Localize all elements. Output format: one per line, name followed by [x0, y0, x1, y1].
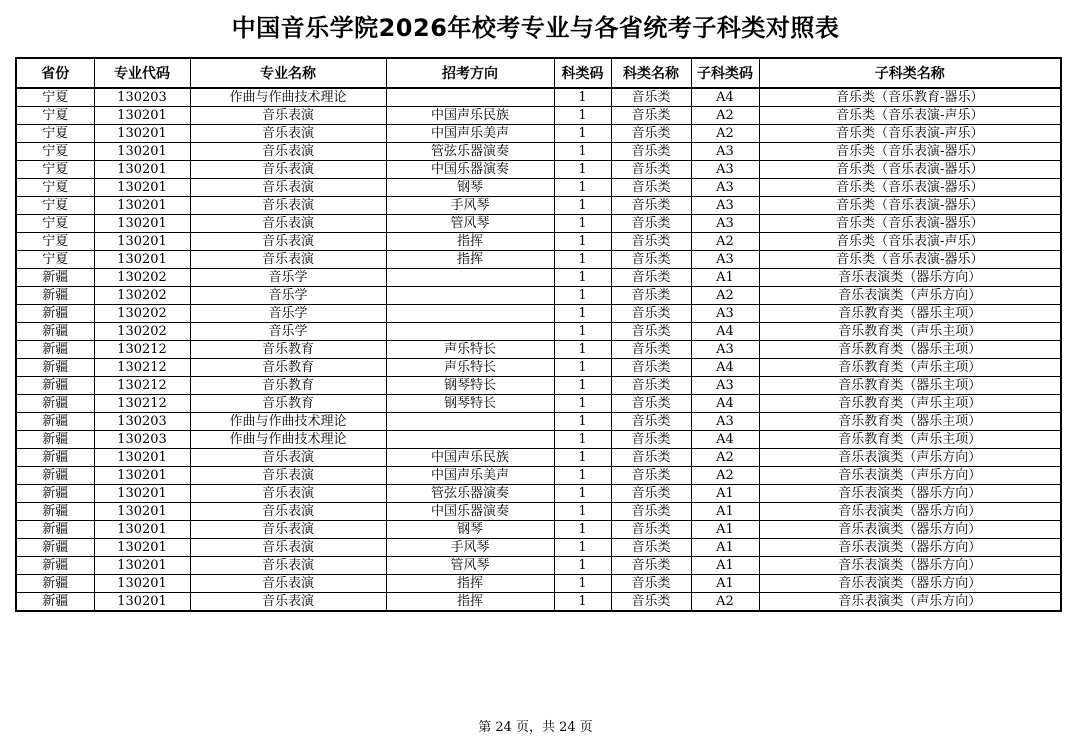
major-code-cell: 130201: [94, 521, 190, 539]
major-name-cell: 音乐表演: [190, 485, 386, 503]
table-row: [16, 179, 1061, 197]
category-name-cell: 音乐类: [611, 467, 691, 485]
category-name-cell: 音乐类: [611, 215, 691, 233]
subcategory-name-cell: 音乐类（音乐表演-声乐）: [759, 125, 1061, 143]
subcategory-code-cell: A3: [691, 413, 759, 431]
subcategory-name-cell: 音乐教育类（声乐主项）: [759, 395, 1061, 413]
category-code-cell: 1: [554, 449, 611, 467]
major-code-cell: 130201: [94, 251, 190, 269]
major-code-cell: 130201: [94, 467, 190, 485]
major-code-cell: 130203: [94, 88, 190, 107]
table-row: [16, 107, 1061, 125]
subcategory-code-cell: A1: [691, 521, 759, 539]
table-row: [16, 287, 1061, 305]
subcategory-name-cell: 音乐表演类（声乐方向）: [759, 593, 1061, 612]
subcategory-code-cell: A1: [691, 269, 759, 287]
major-name-cell: 音乐表演: [190, 215, 386, 233]
category-code-cell: 1: [554, 215, 611, 233]
table-row: [16, 539, 1061, 557]
category-name-cell: 音乐类: [611, 449, 691, 467]
subcategory-code-cell: A4: [691, 395, 759, 413]
subcategory-name-cell: 音乐表演类（器乐方向）: [759, 575, 1061, 593]
major-name-cell: 作曲与作曲技术理论: [190, 413, 386, 431]
category-code-cell: 1: [554, 269, 611, 287]
major-name-cell: 音乐表演: [190, 197, 386, 215]
direction-cell: 钢琴特长: [386, 377, 554, 395]
category-code-cell: 1: [554, 305, 611, 323]
major-name-cell: 音乐学: [190, 323, 386, 341]
major-code-cell: 130202: [94, 269, 190, 287]
province-cell: 新疆: [16, 467, 94, 485]
subcategory-name-cell: 音乐类（音乐表演-器乐）: [759, 197, 1061, 215]
subcategory-name-cell: 音乐教育类（声乐主项）: [759, 431, 1061, 449]
subcategory-code-cell: A3: [691, 179, 759, 197]
major-name-cell: 音乐教育: [190, 359, 386, 377]
province-cell: 宁夏: [16, 179, 94, 197]
subcategory-name-cell: 音乐类（音乐表演-器乐）: [759, 161, 1061, 179]
major-name-cell: 音乐教育: [190, 395, 386, 413]
category-code-cell: 1: [554, 125, 611, 143]
subcategory-name-cell: 音乐表演类（器乐方向）: [759, 539, 1061, 557]
direction-cell: [386, 323, 554, 341]
category-code-cell: 1: [554, 521, 611, 539]
category-code-cell: 1: [554, 413, 611, 431]
column-header-subcategory-name: 子科类名称: [759, 58, 1061, 88]
table-row: [16, 323, 1061, 341]
subcategory-code-cell: A3: [691, 143, 759, 161]
subcategory-name-cell: 音乐教育类（器乐主项）: [759, 413, 1061, 431]
table-row: [16, 251, 1061, 269]
subcategory-name-cell: 音乐表演类（器乐方向）: [759, 557, 1061, 575]
column-header-category-code: 科类码: [554, 58, 611, 88]
subcategory-code-cell: A2: [691, 467, 759, 485]
province-cell: 新疆: [16, 485, 94, 503]
table-header-row: [16, 58, 1061, 88]
table-body: [16, 88, 1061, 611]
subcategory-name-cell: 音乐表演类（器乐方向）: [759, 485, 1061, 503]
category-name-cell: 音乐类: [611, 539, 691, 557]
direction-cell: 中国声乐美声: [386, 125, 554, 143]
category-code-cell: 1: [554, 143, 611, 161]
major-name-cell: 音乐表演: [190, 503, 386, 521]
subcategory-code-cell: A2: [691, 233, 759, 251]
province-cell: 宁夏: [16, 107, 94, 125]
page-number: 第 24 页，共 24 页: [478, 720, 593, 735]
category-code-cell: 1: [554, 503, 611, 521]
column-header-major-name: 专业名称: [190, 58, 386, 88]
major-name-cell: 音乐表演: [190, 251, 386, 269]
subcategory-code-cell: A1: [691, 575, 759, 593]
province-cell: 新疆: [16, 449, 94, 467]
direction-cell: 中国乐器演奏: [386, 161, 554, 179]
major-name-cell: 音乐表演: [190, 179, 386, 197]
direction-cell: 管弦乐器演奏: [386, 143, 554, 161]
subcategory-code-cell: A1: [691, 485, 759, 503]
direction-cell: [386, 431, 554, 449]
direction-cell: [386, 413, 554, 431]
province-cell: 新疆: [16, 503, 94, 521]
major-name-cell: 音乐表演: [190, 575, 386, 593]
category-code-cell: 1: [554, 161, 611, 179]
category-code-cell: 1: [554, 287, 611, 305]
major-code-cell: 130212: [94, 341, 190, 359]
major-code-cell: 130202: [94, 287, 190, 305]
major-code-cell: 130201: [94, 179, 190, 197]
major-name-cell: 音乐表演: [190, 107, 386, 125]
category-name-cell: 音乐类: [611, 88, 691, 107]
direction-cell: 声乐特长: [386, 341, 554, 359]
table-row: [16, 341, 1061, 359]
direction-cell: 指挥: [386, 251, 554, 269]
major-name-cell: 作曲与作曲技术理论: [190, 431, 386, 449]
direction-cell: 中国声乐民族: [386, 449, 554, 467]
table-row: [16, 215, 1061, 233]
category-name-cell: 音乐类: [611, 557, 691, 575]
major-code-cell: 130201: [94, 161, 190, 179]
direction-cell: 指挥: [386, 593, 554, 612]
subcategory-name-cell: 音乐类（音乐表演-声乐）: [759, 107, 1061, 125]
direction-cell: 钢琴: [386, 521, 554, 539]
major-code-cell: 130203: [94, 431, 190, 449]
category-code-cell: 1: [554, 179, 611, 197]
category-name-cell: 音乐类: [611, 503, 691, 521]
subcategory-name-cell: 音乐教育类（声乐主项）: [759, 323, 1061, 341]
major-code-cell: 130202: [94, 323, 190, 341]
category-name-cell: 音乐类: [611, 305, 691, 323]
subcategory-name-cell: 音乐类（音乐表演-器乐）: [759, 179, 1061, 197]
category-name-cell: 音乐类: [611, 413, 691, 431]
major-code-cell: 130201: [94, 233, 190, 251]
category-name-cell: 音乐类: [611, 521, 691, 539]
province-cell: 新疆: [16, 377, 94, 395]
subcategory-code-cell: A3: [691, 161, 759, 179]
category-code-cell: 1: [554, 377, 611, 395]
column-header-major-code: 专业代码: [94, 58, 190, 88]
major-code-cell: 130203: [94, 413, 190, 431]
major-code-cell: 130201: [94, 539, 190, 557]
province-cell: 新疆: [16, 395, 94, 413]
table-row: [16, 485, 1061, 503]
comparison-table: [15, 57, 1062, 612]
subcategory-code-cell: A3: [691, 197, 759, 215]
subcategory-code-cell: A3: [691, 341, 759, 359]
direction-cell: 中国声乐民族: [386, 107, 554, 125]
category-code-cell: 1: [554, 431, 611, 449]
column-header-province: 省份: [16, 58, 94, 88]
category-code-cell: 1: [554, 539, 611, 557]
major-code-cell: 130201: [94, 449, 190, 467]
direction-cell: [386, 269, 554, 287]
category-name-cell: 音乐类: [611, 575, 691, 593]
major-code-cell: 130201: [94, 197, 190, 215]
category-code-cell: 1: [554, 107, 611, 125]
province-cell: 新疆: [16, 341, 94, 359]
category-code-cell: 1: [554, 88, 611, 107]
category-name-cell: 音乐类: [611, 251, 691, 269]
subcategory-code-cell: A3: [691, 377, 759, 395]
major-name-cell: 音乐教育: [190, 341, 386, 359]
direction-cell: [386, 305, 554, 323]
major-code-cell: 130201: [94, 593, 190, 612]
province-cell: 新疆: [16, 557, 94, 575]
subcategory-name-cell: 音乐表演类（器乐方向）: [759, 521, 1061, 539]
major-name-cell: 音乐表演: [190, 521, 386, 539]
direction-cell: 中国声乐美声: [386, 467, 554, 485]
province-cell: 新疆: [16, 413, 94, 431]
subcategory-code-cell: A2: [691, 449, 759, 467]
major-code-cell: 130202: [94, 305, 190, 323]
province-cell: 宁夏: [16, 215, 94, 233]
subcategory-name-cell: 音乐教育类（器乐主项）: [759, 305, 1061, 323]
major-code-cell: 130201: [94, 107, 190, 125]
direction-cell: 钢琴特长: [386, 395, 554, 413]
direction-cell: 管风琴: [386, 215, 554, 233]
direction-cell: 钢琴: [386, 179, 554, 197]
province-cell: 新疆: [16, 575, 94, 593]
category-code-cell: 1: [554, 395, 611, 413]
major-name-cell: 音乐表演: [190, 233, 386, 251]
table-row: [16, 467, 1061, 485]
category-code-cell: 1: [554, 341, 611, 359]
major-name-cell: 音乐教育: [190, 377, 386, 395]
province-cell: 新疆: [16, 593, 94, 612]
table-row: [16, 449, 1061, 467]
subcategory-code-cell: A2: [691, 125, 759, 143]
subcategory-code-cell: A1: [691, 503, 759, 521]
subcategory-name-cell: 音乐表演类（声乐方向）: [759, 287, 1061, 305]
category-code-cell: 1: [554, 485, 611, 503]
page-title: 中国音乐学院2026年校考专业与各省统考子科类对照表: [231, 14, 840, 42]
table-row: [16, 305, 1061, 323]
subcategory-code-cell: A1: [691, 557, 759, 575]
direction-cell: 手风琴: [386, 539, 554, 557]
category-name-cell: 音乐类: [611, 593, 691, 612]
subcategory-code-cell: A4: [691, 323, 759, 341]
category-code-cell: 1: [554, 593, 611, 612]
major-name-cell: 音乐表演: [190, 125, 386, 143]
subcategory-code-cell: A4: [691, 88, 759, 107]
category-name-cell: 音乐类: [611, 395, 691, 413]
subcategory-code-cell: A3: [691, 305, 759, 323]
province-cell: 宁夏: [16, 143, 94, 161]
major-code-cell: 130201: [94, 215, 190, 233]
subcategory-name-cell: 音乐表演类（器乐方向）: [759, 269, 1061, 287]
direction-cell: [386, 287, 554, 305]
province-cell: 新疆: [16, 521, 94, 539]
subcategory-name-cell: 音乐教育类（声乐主项）: [759, 359, 1061, 377]
province-cell: 新疆: [16, 359, 94, 377]
direction-cell: 指挥: [386, 233, 554, 251]
table-row: [16, 503, 1061, 521]
subcategory-name-cell: 音乐类（音乐教育-器乐）: [759, 88, 1061, 107]
province-cell: 宁夏: [16, 161, 94, 179]
table-row: [16, 125, 1061, 143]
category-name-cell: 音乐类: [611, 287, 691, 305]
major-code-cell: 130212: [94, 395, 190, 413]
category-name-cell: 音乐类: [611, 377, 691, 395]
major-name-cell: 作曲与作曲技术理论: [190, 88, 386, 107]
subcategory-name-cell: 音乐表演类（声乐方向）: [759, 467, 1061, 485]
subcategory-name-cell: 音乐类（音乐表演-器乐）: [759, 251, 1061, 269]
subcategory-code-cell: A3: [691, 251, 759, 269]
subcategory-name-cell: 音乐教育类（器乐主项）: [759, 341, 1061, 359]
major-name-cell: 音乐学: [190, 305, 386, 323]
category-code-cell: 1: [554, 233, 611, 251]
category-name-cell: 音乐类: [611, 323, 691, 341]
table-row: [16, 269, 1061, 287]
subcategory-name-cell: 音乐类（音乐表演-器乐）: [759, 215, 1061, 233]
category-code-cell: 1: [554, 575, 611, 593]
subcategory-name-cell: 音乐表演类（器乐方向）: [759, 503, 1061, 521]
direction-cell: 指挥: [386, 575, 554, 593]
category-name-cell: 音乐类: [611, 233, 691, 251]
major-name-cell: 音乐表演: [190, 557, 386, 575]
subcategory-code-cell: A4: [691, 431, 759, 449]
subcategory-name-cell: 音乐类（音乐表演-声乐）: [759, 233, 1061, 251]
subcategory-name-cell: 音乐表演类（声乐方向）: [759, 449, 1061, 467]
category-code-cell: 1: [554, 467, 611, 485]
direction-cell: [386, 88, 554, 107]
category-name-cell: 音乐类: [611, 197, 691, 215]
subcategory-code-cell: A3: [691, 215, 759, 233]
table-row: [16, 575, 1061, 593]
direction-cell: 管风琴: [386, 557, 554, 575]
province-cell: 新疆: [16, 305, 94, 323]
subcategory-code-cell: A2: [691, 593, 759, 612]
major-code-cell: 130201: [94, 125, 190, 143]
table-row: [16, 88, 1061, 107]
major-name-cell: 音乐表演: [190, 143, 386, 161]
table-row: [16, 593, 1061, 612]
category-code-cell: 1: [554, 197, 611, 215]
category-name-cell: 音乐类: [611, 341, 691, 359]
category-name-cell: 音乐类: [611, 269, 691, 287]
table-row: [16, 413, 1061, 431]
category-name-cell: 音乐类: [611, 485, 691, 503]
table-row: [16, 431, 1061, 449]
direction-cell: 声乐特长: [386, 359, 554, 377]
major-code-cell: 130201: [94, 485, 190, 503]
province-cell: 宁夏: [16, 251, 94, 269]
category-name-cell: 音乐类: [611, 179, 691, 197]
province-cell: 宁夏: [16, 88, 94, 107]
table-row: [16, 233, 1061, 251]
subcategory-name-cell: 音乐教育类（器乐主项）: [759, 377, 1061, 395]
subcategory-name-cell: 音乐类（音乐表演-器乐）: [759, 143, 1061, 161]
category-name-cell: 音乐类: [611, 125, 691, 143]
major-name-cell: 音乐表演: [190, 539, 386, 557]
province-cell: 新疆: [16, 431, 94, 449]
subcategory-code-cell: A2: [691, 107, 759, 125]
major-name-cell: 音乐表演: [190, 449, 386, 467]
major-name-cell: 音乐表演: [190, 467, 386, 485]
category-code-cell: 1: [554, 251, 611, 269]
province-cell: 宁夏: [16, 233, 94, 251]
table-row: [16, 557, 1061, 575]
major-code-cell: 130201: [94, 557, 190, 575]
major-name-cell: 音乐表演: [190, 593, 386, 612]
province-cell: 新疆: [16, 539, 94, 557]
major-code-cell: 130212: [94, 359, 190, 377]
direction-cell: 管弦乐器演奏: [386, 485, 554, 503]
category-name-cell: 音乐类: [611, 143, 691, 161]
category-code-cell: 1: [554, 557, 611, 575]
column-header-subcategory-code: 子科类码: [691, 58, 759, 88]
major-code-cell: 130212: [94, 377, 190, 395]
table-row: [16, 377, 1061, 395]
province-cell: 宁夏: [16, 125, 94, 143]
subcategory-code-cell: A2: [691, 287, 759, 305]
category-code-cell: 1: [554, 323, 611, 341]
major-code-cell: 130201: [94, 503, 190, 521]
column-header-direction: 招考方向: [386, 58, 554, 88]
category-name-cell: 音乐类: [611, 359, 691, 377]
table-row: [16, 359, 1061, 377]
category-name-cell: 音乐类: [611, 431, 691, 449]
major-code-cell: 130201: [94, 143, 190, 161]
category-code-cell: 1: [554, 359, 611, 377]
province-cell: 新疆: [16, 269, 94, 287]
table-row: [16, 143, 1061, 161]
category-name-cell: 音乐类: [611, 161, 691, 179]
table-row: [16, 395, 1061, 413]
major-name-cell: 音乐学: [190, 287, 386, 305]
major-name-cell: 音乐表演: [190, 161, 386, 179]
table-row: [16, 161, 1061, 179]
province-cell: 新疆: [16, 323, 94, 341]
major-name-cell: 音乐学: [190, 269, 386, 287]
direction-cell: 中国乐器演奏: [386, 503, 554, 521]
subcategory-code-cell: A1: [691, 539, 759, 557]
table-row: [16, 521, 1061, 539]
table-row: [16, 197, 1061, 215]
subcategory-code-cell: A4: [691, 359, 759, 377]
direction-cell: 手风琴: [386, 197, 554, 215]
column-header-category-name: 科类名称: [611, 58, 691, 88]
province-cell: 新疆: [16, 287, 94, 305]
category-name-cell: 音乐类: [611, 107, 691, 125]
major-code-cell: 130201: [94, 575, 190, 593]
province-cell: 宁夏: [16, 197, 94, 215]
